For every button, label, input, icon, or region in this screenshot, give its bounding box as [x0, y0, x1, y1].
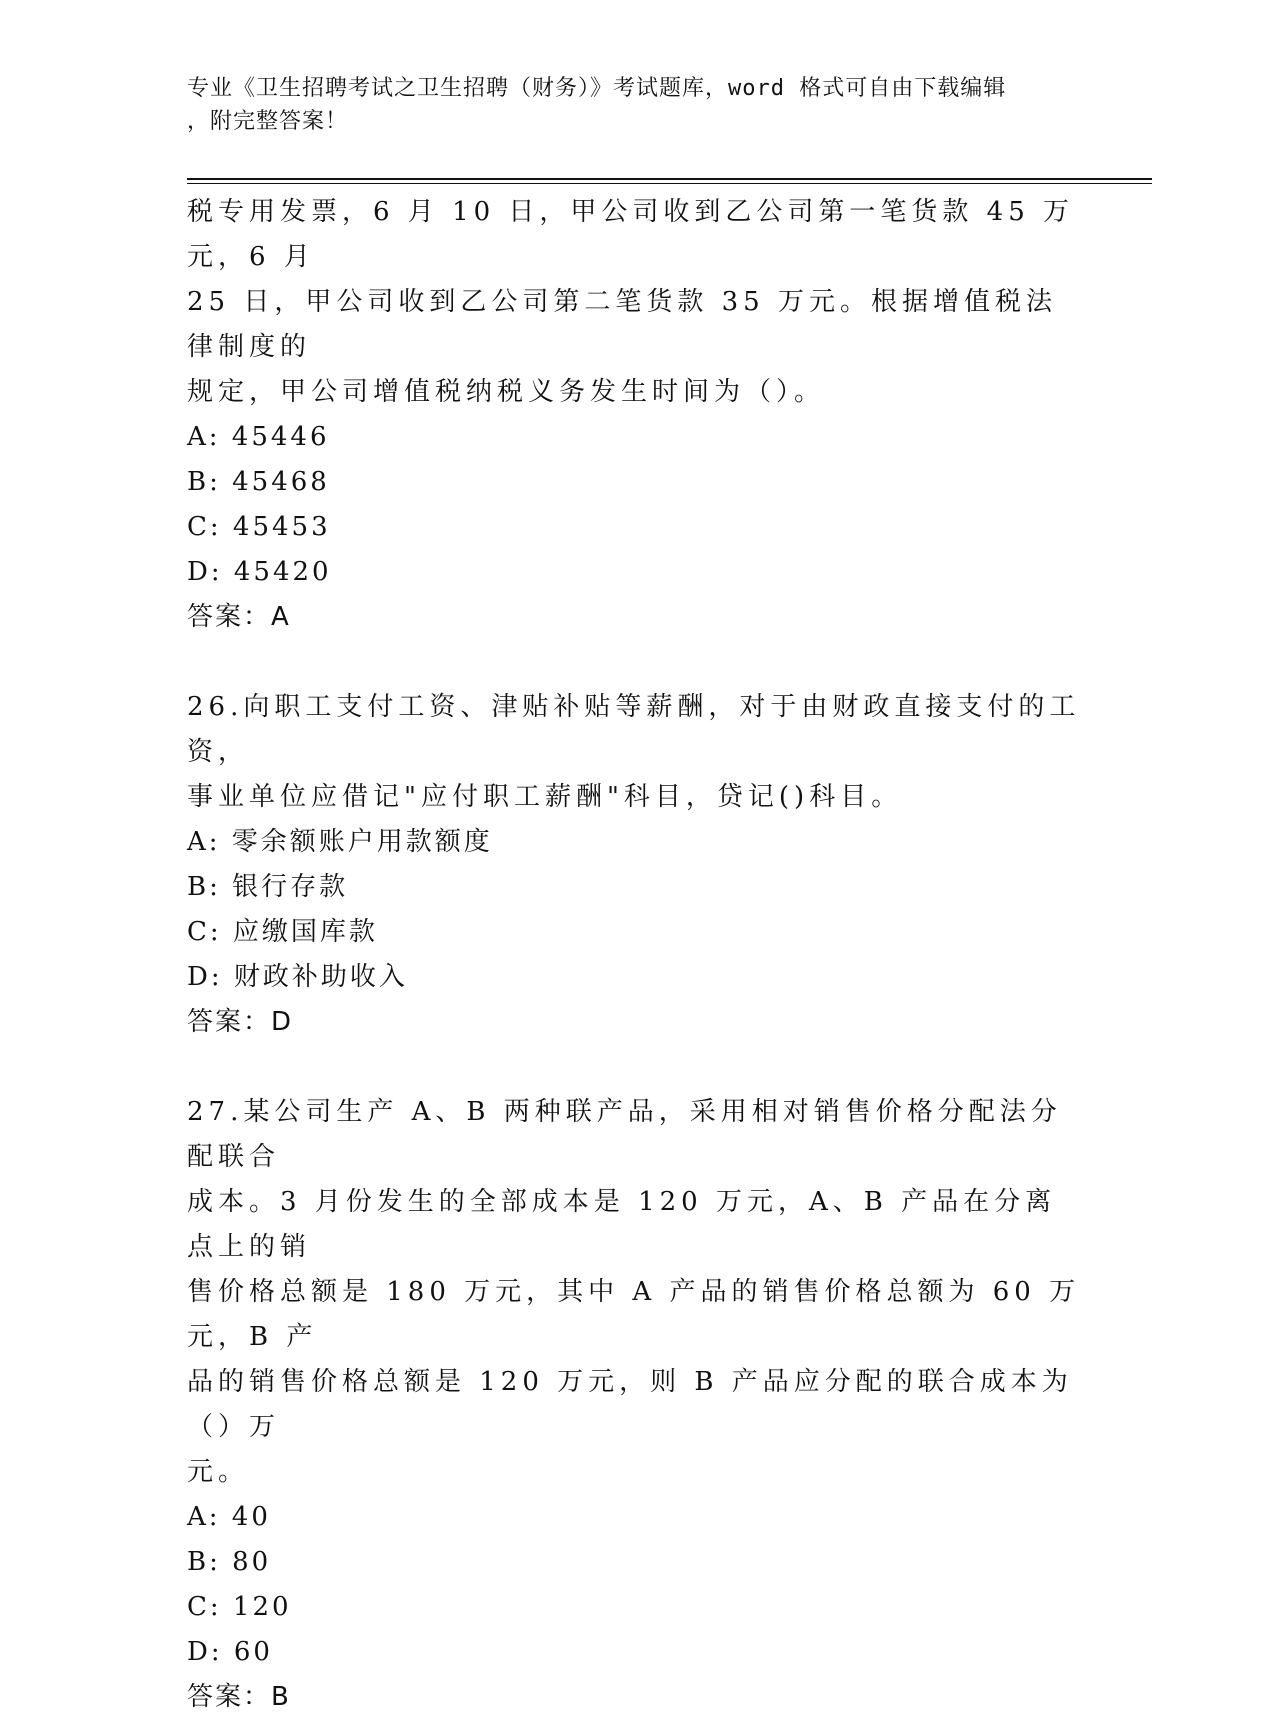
question-text-line: 品的销售价格总额是 120 万元，则 B 产品应分配的联合成本为（）万: [187, 1367, 1073, 1442]
option-d: D: 45420: [187, 557, 332, 587]
option-b: B: 80: [187, 1547, 272, 1577]
question-block: [187, 1090, 1087, 1720]
header-line-1: 专业《卫生招聘考试之卫生招聘（财务）》考试题库，word 格式可自由下载编辑: [187, 76, 1007, 101]
header-divider-thin: [187, 183, 1152, 184]
option-c: C: 45453: [187, 512, 331, 542]
question-text-line: 25 日，甲公司收到乙公司第二笔货款 35 万元。根据增值税法律制度的: [187, 287, 1057, 362]
question-text-line: 27.某公司生产 A、B 两种联产品，采用相对销售价格分配法分配联合: [187, 1097, 1062, 1172]
option-a: A: 40: [187, 1502, 271, 1532]
question-block: [187, 685, 1087, 1045]
question-block: [187, 190, 1087, 640]
option-a: A: 零余额账户用款额度: [187, 827, 493, 857]
option-a: A: 45446: [187, 422, 330, 452]
option-d: D: 财政补助收入: [187, 962, 408, 992]
question-text-line: 26.向职工支付工资、津贴补贴等薪酬，对于由财政直接支付的工资，: [187, 692, 1081, 767]
question-text-line: 规定，甲公司增值税纳税义务发生时间为（）。: [187, 377, 826, 407]
document-header: [187, 72, 1067, 138]
question-text-line: 元。: [187, 1457, 250, 1487]
header-line-2: ，附完整答案！: [187, 109, 349, 134]
question-text-line: 税专用发票，6 月 10 日，甲公司收到乙公司第一笔货款 45 万元，6 月: [187, 197, 1075, 272]
question-text-line: 售价格总额是 180 万元，其中 A 产品的销售价格总额为 60 万元，B 产: [187, 1277, 1081, 1352]
answer-line: 答案：A: [187, 602, 291, 632]
question-text-line: 成本。3 月份发生的全部成本是 120 万元，A、B 产品在分离点上的销: [187, 1187, 1057, 1262]
option-b: B: 银行存款: [187, 872, 349, 902]
question-spacer: [187, 640, 1087, 685]
answer-line: 答案：B: [187, 1682, 291, 1712]
option-c: C: 120: [187, 1592, 292, 1622]
option-c: C: 应缴国库款: [187, 917, 378, 947]
question-list: [187, 190, 1087, 1720]
header-divider-thick: [187, 178, 1152, 180]
option-d: D: 60: [187, 1637, 273, 1667]
question-spacer: [187, 1045, 1087, 1090]
answer-line: 答案：D: [187, 1007, 294, 1037]
option-b: B: 45468: [187, 467, 330, 497]
question-text-line: 事业单位应借记"应付职工薪酬"科目，贷记()科目。: [187, 782, 903, 812]
